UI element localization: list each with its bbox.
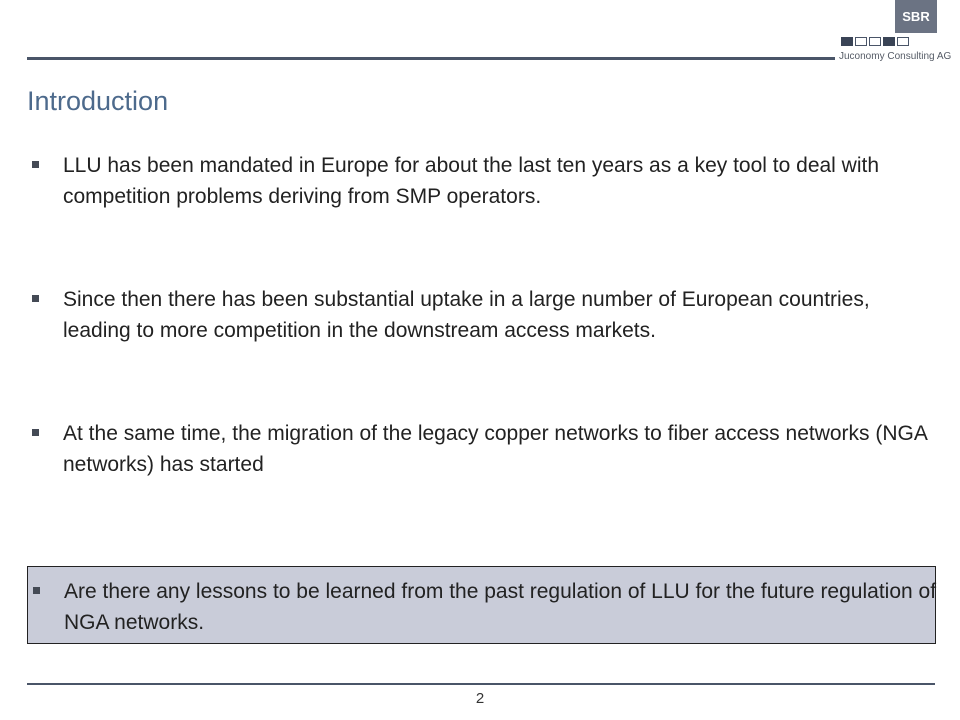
bullet-list bbox=[27, 150, 937, 480]
logo-brand-box: SBR bbox=[895, 0, 937, 33]
logo-squares bbox=[841, 37, 911, 47]
square-bullet-icon bbox=[33, 587, 40, 594]
bullet-item bbox=[27, 284, 937, 346]
highlight-bullet-text: Are there any lessons to be learned from the past regulation of LLU for the future regulation of NGA networks. bbox=[64, 580, 937, 634]
bullet-item bbox=[27, 150, 937, 212]
square-bullet-icon bbox=[32, 295, 39, 302]
square-bullet-icon bbox=[32, 429, 39, 436]
slide-title: Introduction bbox=[27, 86, 169, 116]
highlight-bullet-item bbox=[28, 576, 944, 638]
page-number: 2 bbox=[475, 690, 485, 707]
header-rule bbox=[27, 57, 835, 60]
square-bullet-icon bbox=[32, 161, 39, 168]
company-logo bbox=[835, 0, 960, 66]
bullet-text: Since then there has been substantial uptake in a large number of European countries, leading to more competition in the downstream access markets. bbox=[63, 288, 870, 342]
footer-rule bbox=[27, 683, 935, 685]
highlight-box bbox=[27, 566, 936, 644]
bullet-text: LLU has been mandated in Europe for about the last ten years as a key tool to deal with competition problems deriving from SMP operators. bbox=[63, 154, 880, 208]
logo-tagline: Juconomy Consulting AG bbox=[839, 51, 952, 62]
bullet-text: At the same time, the migration of the legacy copper networks to fiber access networks (NGA networks) has started bbox=[63, 422, 927, 476]
bullet-item bbox=[27, 418, 937, 480]
